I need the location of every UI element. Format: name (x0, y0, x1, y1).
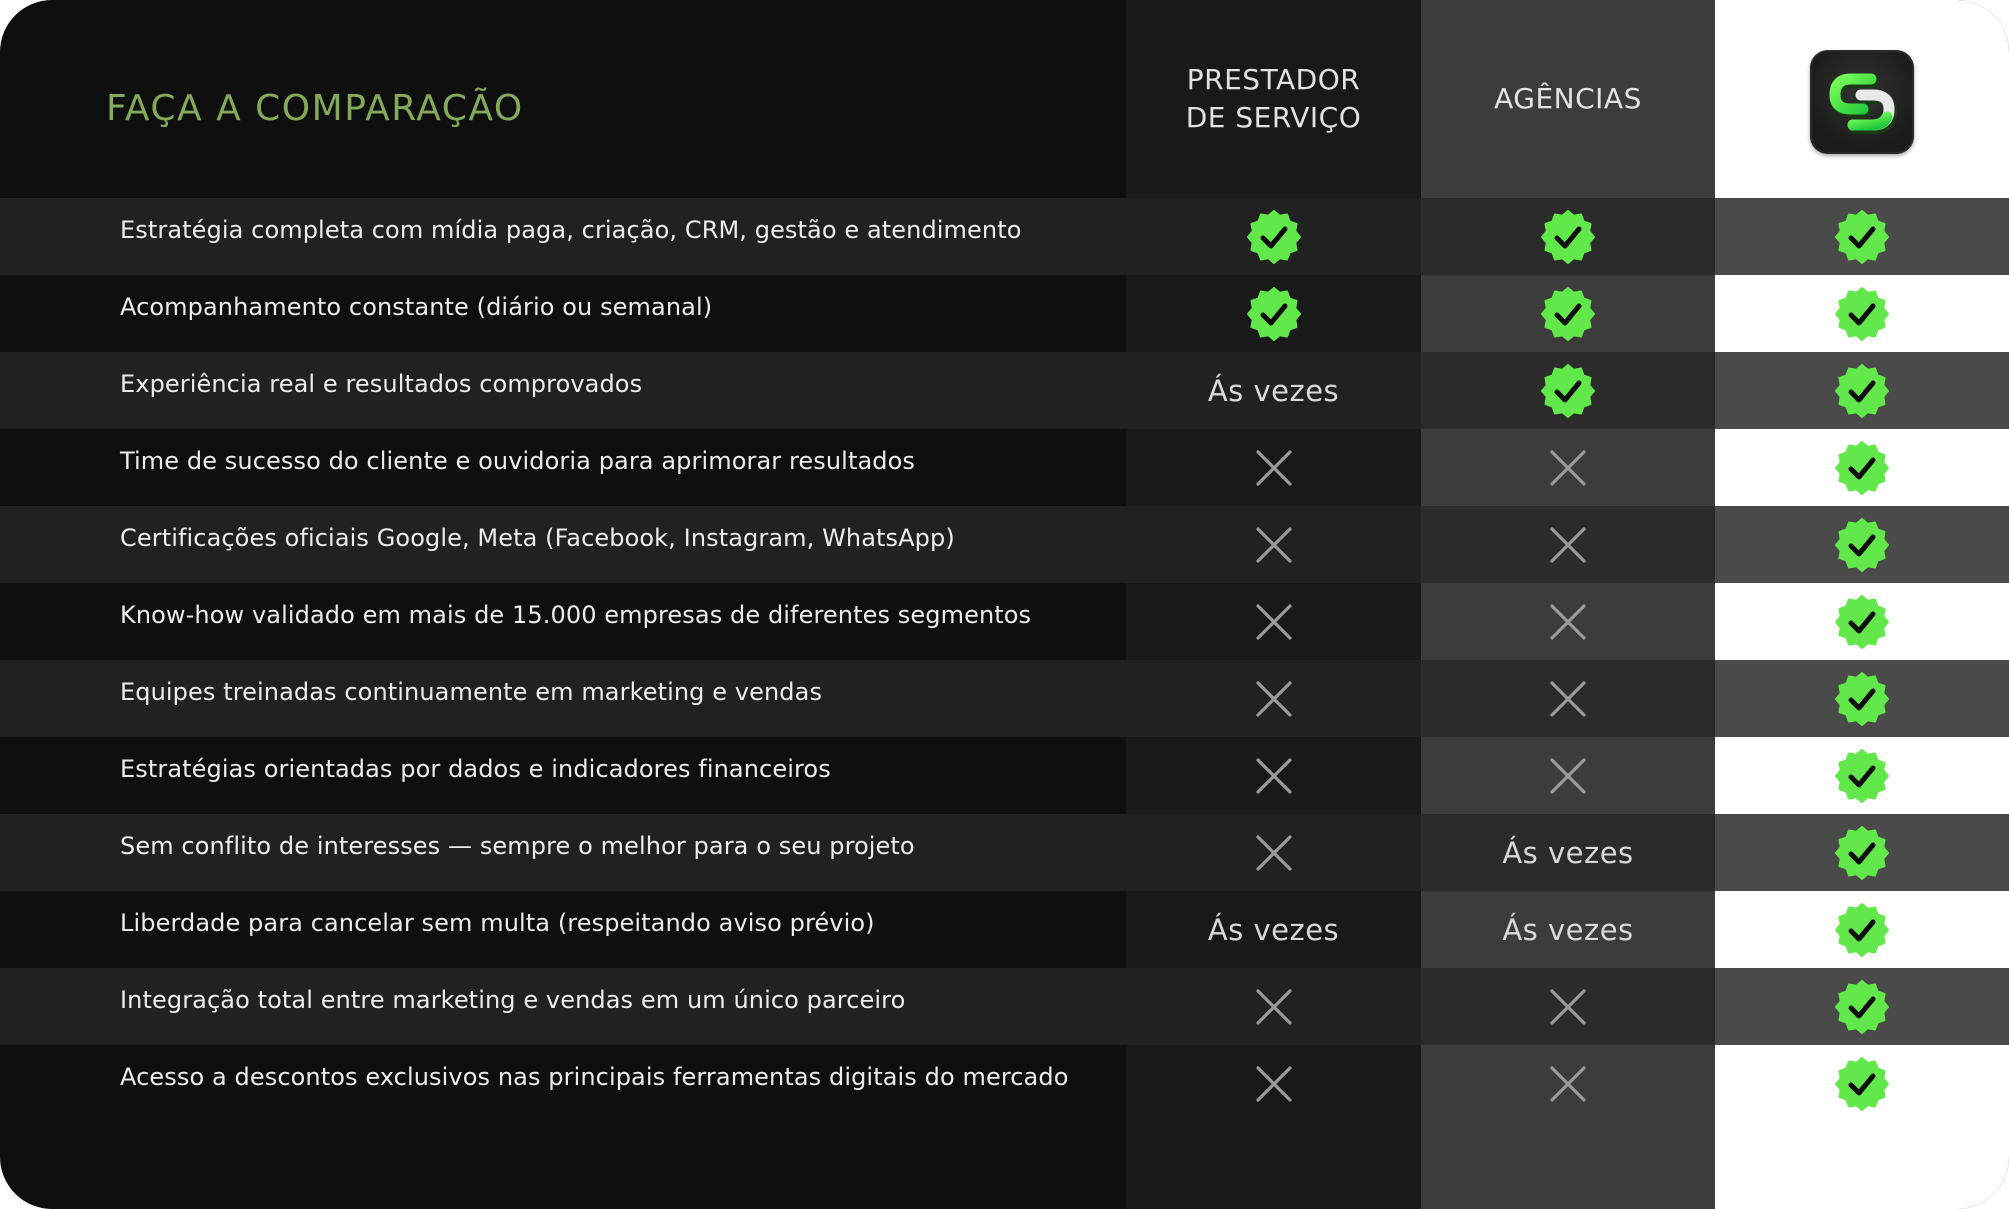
cross-icon (1548, 679, 1588, 719)
cell-agencias (1421, 583, 1715, 660)
row-label: Estratégias orientadas por dados e indicadores financeiros (120, 755, 831, 783)
cell-prestador (1126, 275, 1421, 352)
cell-agencias (1421, 275, 1715, 352)
check-badge-icon (1835, 1057, 1889, 1111)
check-badge-icon (1835, 749, 1889, 803)
cell-brand (1715, 506, 2009, 583)
cell-brand (1715, 891, 2009, 968)
cell-prestador (1126, 814, 1421, 891)
cross-icon (1254, 756, 1294, 796)
cell-agencias (1421, 506, 1715, 583)
check-badge-icon (1835, 595, 1889, 649)
cell-prestador (1126, 660, 1421, 737)
cell-prestador (1126, 506, 1421, 583)
cell-prestador (1126, 737, 1421, 814)
cross-icon (1254, 448, 1294, 488)
cell-brand (1715, 968, 2009, 1045)
cell-brand (1715, 429, 2009, 506)
row-label: Liberdade para cancelar sem multa (respeitando aviso prévio) (120, 909, 875, 937)
cell-brand (1715, 275, 2009, 352)
cell-agencias (1421, 814, 1715, 891)
cross-icon (1254, 602, 1294, 642)
row-label: Acompanhamento constante (diário ou semanal) (120, 293, 713, 321)
brand-logo (1810, 50, 1914, 154)
row-label: Know-how validado em mais de 15.000 empresas de diferentes segmentos (120, 601, 1032, 629)
section-title: FAÇA A COMPARAÇÃO (106, 88, 524, 129)
row-label: Integração total entre marketing e vendas em um único parceiro (120, 986, 906, 1014)
cross-icon (1548, 987, 1588, 1027)
cross-icon (1254, 1064, 1294, 1104)
cell-brand (1715, 1045, 2009, 1122)
cell-agencias (1421, 968, 1715, 1045)
cross-icon (1548, 756, 1588, 796)
check-badge-icon (1835, 210, 1889, 264)
cell-agencias (1421, 737, 1715, 814)
cell-agencias (1421, 660, 1715, 737)
check-badge-icon (1541, 210, 1595, 264)
row-label: Acesso a descontos exclusivos nas principais ferramentas digitais do mercado (120, 1063, 1069, 1091)
cross-icon (1548, 602, 1588, 642)
cross-icon (1254, 679, 1294, 719)
cross-icon (1254, 525, 1294, 565)
cell-brand (1715, 583, 2009, 660)
row-label: Time de sucesso do cliente e ouvidoria para aprimorar resultados (120, 447, 915, 475)
cell-brand (1715, 737, 2009, 814)
check-badge-icon (1835, 287, 1889, 341)
cell-brand (1715, 660, 2009, 737)
cell-text-sometimes: Ás vezes (1207, 373, 1340, 408)
cell-prestador (1126, 583, 1421, 660)
check-badge-icon (1541, 364, 1595, 418)
check-badge-icon (1835, 672, 1889, 726)
check-badge-icon (1835, 441, 1889, 495)
cell-agencias (1421, 198, 1715, 275)
link-logo-icon (1821, 61, 1903, 143)
cross-icon (1548, 1064, 1588, 1104)
row-label: Estratégia completa com mídia paga, criação, CRM, gestão e atendimento (120, 216, 1022, 244)
cell-text-sometimes: Ás vezes (1207, 912, 1340, 947)
cross-icon (1254, 987, 1294, 1027)
cross-icon (1548, 448, 1588, 488)
row-label: Experiência real e resultados comprovados (120, 370, 643, 398)
cell-prestador (1126, 198, 1421, 275)
cell-agencias (1421, 891, 1715, 968)
cross-icon (1254, 833, 1294, 873)
check-badge-icon (1835, 826, 1889, 880)
check-badge-icon (1247, 210, 1301, 264)
cell-prestador (1126, 968, 1421, 1045)
row-label: Sem conflito de interesses — sempre o melhor para o seu projeto (120, 832, 915, 860)
column-header-prestador: PRESTADOR DE SERVIÇO (1185, 63, 1362, 134)
check-badge-icon (1835, 364, 1889, 418)
cell-text-sometimes: Ás vezes (1502, 835, 1634, 870)
cell-prestador (1126, 891, 1421, 968)
cell-prestador (1126, 1045, 1421, 1122)
row-label: Certificações oficiais Google, Meta (Facebook, Instagram, WhatsApp) (120, 524, 955, 552)
cell-prestador (1126, 429, 1421, 506)
cell-brand (1715, 198, 2009, 275)
check-badge-icon (1835, 903, 1889, 957)
row-label: Equipes treinadas continuamente em marketing e vendas (120, 678, 823, 706)
cell-brand (1715, 352, 2009, 429)
check-badge-icon (1247, 287, 1301, 341)
cross-icon (1548, 525, 1588, 565)
cell-agencias (1421, 1045, 1715, 1122)
cell-prestador (1126, 352, 1421, 429)
check-badge-icon (1541, 287, 1595, 341)
column-header-agencias: AGÊNCIAS (1494, 82, 1642, 115)
cell-brand (1715, 814, 2009, 891)
cell-agencias (1421, 429, 1715, 506)
cell-agencias (1421, 352, 1715, 429)
cell-text-sometimes: Ás vezes (1502, 912, 1634, 947)
check-badge-icon (1835, 980, 1889, 1034)
check-badge-icon (1835, 518, 1889, 572)
